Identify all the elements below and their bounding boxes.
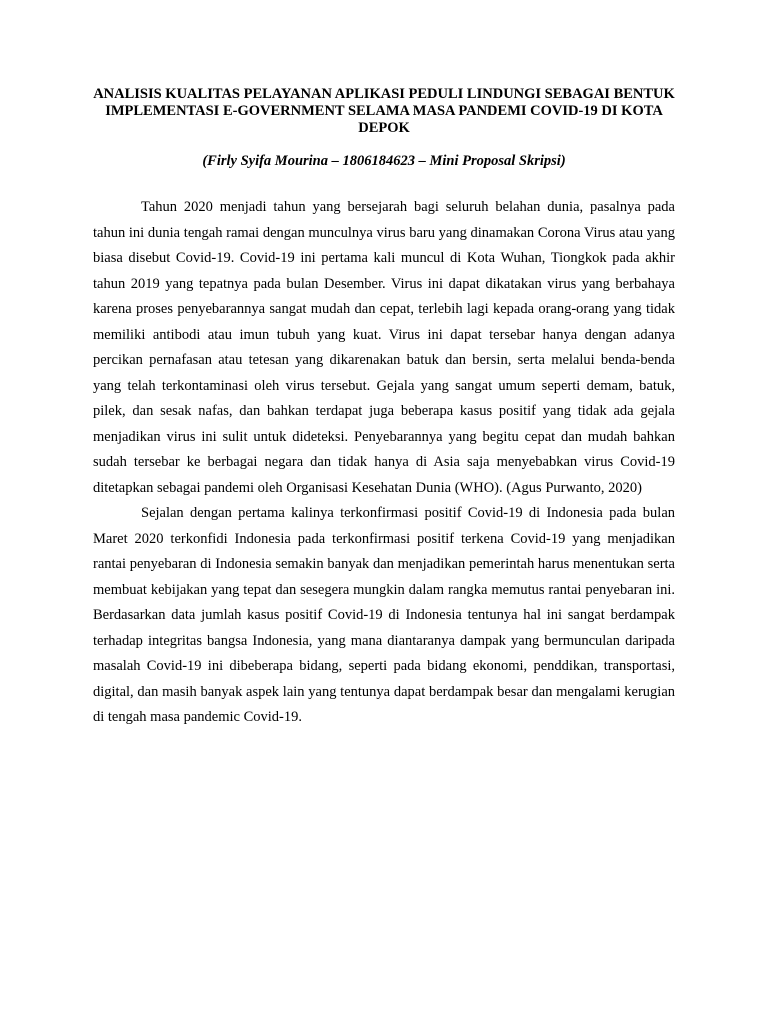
body-paragraph: Sejalan dengan pertama kalinya terkonfirmasi positif Covid-19 di Indonesia pada bulan Maret 2020 terkonfidi Indonesia pada terkonfirmasi positif terkena Covid-19 yang menjadikan rantai penyebaran di Indonesia semakin banyak dan menjadikan pemerintah harus menentukan serta membuat kebijakan yang tepat dan sesegera mungkin dalam rangka memutus rantai penyebaran ini. Berdasarkan data jumlah kasus positif Covid-19 di Indonesia tentunya hal ini sangat berdampak terhadap integritas bangsa Indonesia, yang mana diantaranya dampak yang bermunculan daripada masalah Covid-19 ini dibeberapa bidang, seperti pada bidang ekonomi, penddikan, transportasi, digital, dan masih banyak aspek lain yang tentunya dapat berdampak besar dan mengalami kerugian di tengah masa pandemic Covid-19. (93, 505, 675, 725)
body-paragraph: Tahun 2020 menjadi tahun yang bersejarah bagi seluruh belahan dunia, pasalnya pada tahun ini dunia tengah ramai dengan munculnya virus baru yang dinamakan Corona Virus atau yang biasa disebut Covid-19. Covid-19 ini pertama kali muncul di Kota Wuhan, Tiongkok pada akhir tahun 2019 yang tepatnya pada bulan Desember. Virus ini dapat dikatakan virus yang berbahaya karena proses penyebarannya sangat mudah dan cepat, terlebih lagi kepada orang-orang yang tidak memiliki antibodi atau imun tubuh yang kuat. Virus ini dapat tersebar hanya dengan adanya percikan pernafasan atau tetesan yang dikarenakan batuk dan bersin, serta melalui benda-benda yang telah terkontaminasi oleh virus tersebut. Gejala yang sangat umum seperti demam, batuk, pilek, dan sesak nafas, dan bahkan terdapat juga beberapa kasus positif yang tidak ada gejala menjadikan virus ini sulit untuk dideteksi. Penyebarannya yang begitu cepat dan mudah bahkan sudah tersebar ke berbagai negara dan tidak hanya di Asia saja menyebabkan virus Covid-19 ditetapkan sebagai pandemi oleh Organisasi Kesehatan Dunia (WHO). (Agus Purwanto, 2020) (93, 199, 675, 496)
document-subtitle: (Firly Syifa Mourina – 1806184623 – Mini Proposal Skripsi) (202, 153, 566, 169)
document-title: ANALISIS KUALITAS PELAYANAN APLIKASI PEDULI LINDUNGI SEBAGAI BENTUK IMPLEMENTASI E-GOVERNMENT SELAMA MASA PANDEMI COVID-19 DI KOTA DEPOK (93, 86, 675, 136)
document-body (93, 195, 675, 731)
document-page (93, 86, 675, 731)
